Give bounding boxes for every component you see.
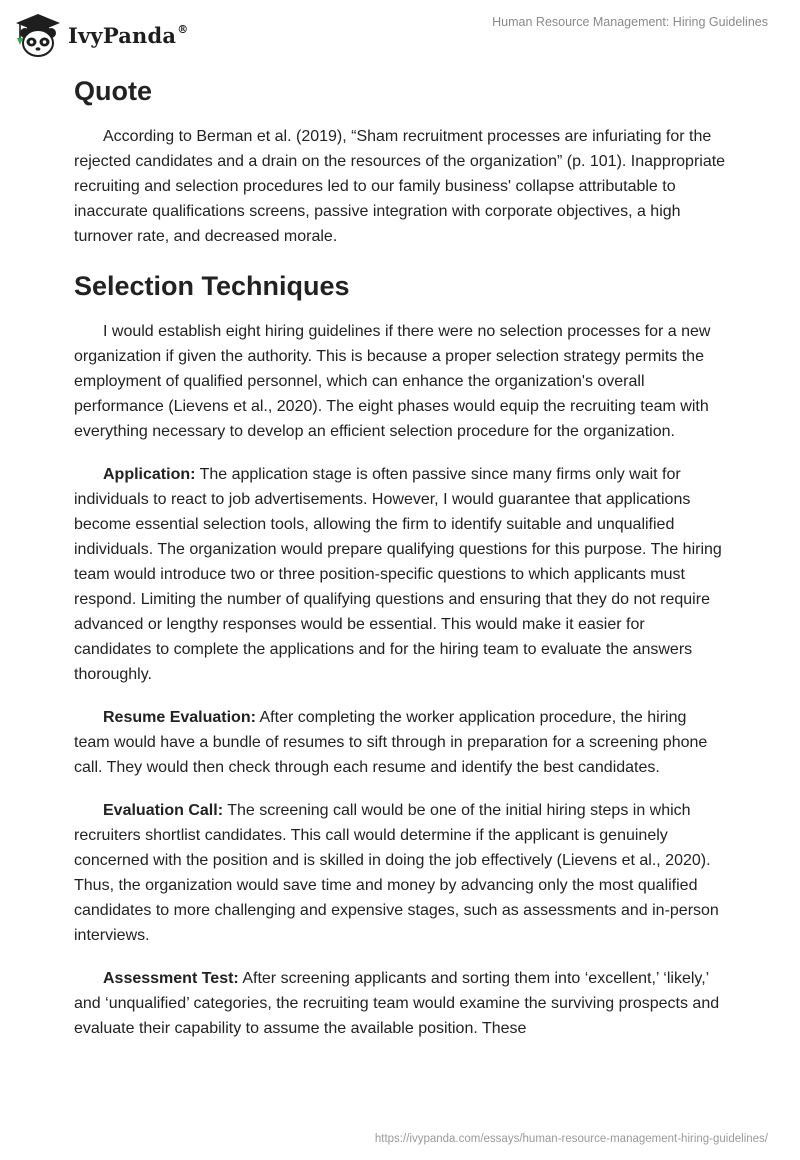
paragraph-lead: Application: (103, 466, 196, 483)
paragraph: I would establish eight hiring guidelines if there were no selection processes for a new organization if given the authority. This is because a proper selection strategy permits the employment of qualified personnel, which can enhance the organization's overall performance (Lievens et al., 2020). The eight phases would equip the recruiting team with everything necessary to develop an efficient selection procedure for the organization. (74, 323, 711, 440)
section-heading-selection-techniques: Selection Techniques (74, 271, 350, 301)
paragraph-resume-evaluation: Resume Evaluation: After completing the worker application procedure, the hiring team would have a bundle of resumes to sift through in preparation for a screening phone call. They would then check through each resume and identify the best candidates. (74, 709, 708, 776)
paragraph-assessment-test: Assessment Test: After screening applicants and sorting them into ‘excellent,’ ‘likely,’ and ‘unqualified’ categories, the recruiting team would examine the surviving prospects and evaluate their capability to assume the available position. These (74, 970, 720, 1037)
paragraph: According to Berman et al. (2019), “Sham recruitment processes are infuriating for the rejected candidates and a drain on the resources of the organization” (p. 101). Inappropriate recruiting and selection procedures led to our family business' collapse attributable to inaccurate qualifications screens, passive integration with corporate objectives, a high turnover rate, and decreased morale. (74, 128, 726, 245)
document-title: Human Resource Management: Hiring Guidelines (492, 15, 768, 29)
logo[interactable] (14, 12, 188, 58)
panda-mascot-icon (14, 12, 62, 58)
section-heading-quote: Quote (74, 76, 152, 106)
page-header (0, 0, 800, 70)
paragraph-application: Application: The application stage is often passive since many firms only wait for individuals to react to job advertisements. However, I would guarantee that applications become essential selection tools, allowing the firm to identify suitable and unqualified individuals. The organization would prepare qualifying questions for this purpose. The hiring team would introduce two or three position-specific questions to which applicants must respond. Limiting the number of qualifying questions and ensuring that they do not require advanced or lengthy responses would be essential. This would make it easier for candidates to complete the applications and for the hiring team to evaluate the answers thoroughly. (74, 466, 722, 683)
paragraph-lead: Evaluation Call: (103, 802, 224, 819)
source-url[interactable]: https://ivypanda.com/essays/human-resource-management-hiring-guidelines/ (374, 1133, 768, 1145)
essay-content (74, 74, 726, 1059)
paragraph-lead: Assessment Test: (103, 970, 239, 987)
paragraph-lead: Resume Evaluation: (103, 709, 256, 726)
brand-name: IvyPanda® (68, 22, 189, 48)
paragraph-evaluation-call: Evaluation Call: The screening call would be one of the initial hiring steps in which recruiters shortlist candidates. This call would determine if the applicant is genuinely concerned with the position and is skilled in doing the job effectively (Lievens et al., 2020). Thus, the organization would save time and money by advancing only the most qualified candidates to more challenging and expensive stages, such as assessments and in-person interviews. (74, 802, 719, 944)
